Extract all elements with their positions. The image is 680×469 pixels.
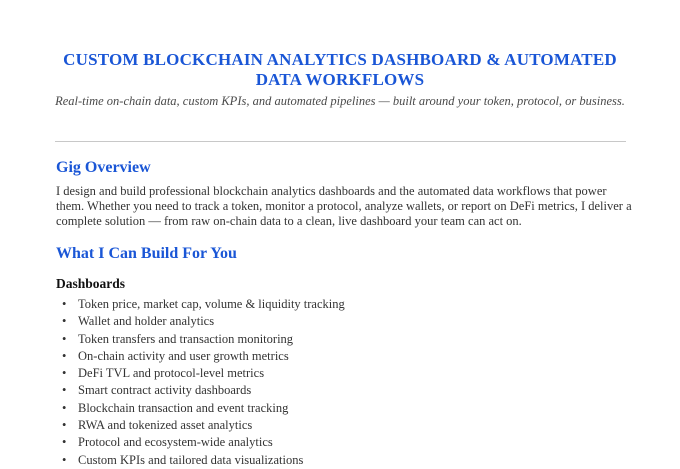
overview-paragraph: I design and build professional blockchain analytics dashboards and the automated data workflows that power them. Whether you need to track a token, monitor a protocol, analyze wallets, or report on DeFi metrics, I deliver a complete solution — from raw on-chain data to a clean, live dashboard your team can act on.: [56, 184, 632, 228]
bullet-icon: •: [62, 366, 67, 381]
list-item: [56, 400, 345, 417]
dashboards-list: [56, 296, 345, 469]
list-item-text: Custom KPIs and tailored data visualizations: [78, 452, 304, 467]
list-item: [56, 452, 345, 469]
list-item: [56, 296, 345, 313]
list-item: [56, 313, 345, 330]
document-title: CUSTOM BLOCKCHAIN ANALYTICS DASHBOARD & AUTOMATED DATA WORKFLOWS: [63, 50, 617, 89]
list-item: [56, 365, 345, 382]
document-subtitle: Real-time on-chain data, custom KPIs, and automated pipelines — built around your token, protocol, or business.: [55, 94, 625, 108]
list-item-text: DeFi TVL and protocol-level metrics: [78, 366, 265, 381]
list-item: [56, 382, 345, 399]
bullet-icon: •: [62, 400, 67, 415]
list-item-text: Smart contract activity dashboards: [78, 383, 252, 398]
list-item-text: Wallet and holder analytics: [78, 314, 215, 329]
bullet-icon: •: [62, 331, 67, 346]
section-heading-overview: Gig Overview: [56, 159, 151, 176]
section-heading-build: What I Can Build For You: [56, 245, 237, 262]
bullet-icon: •: [62, 348, 67, 363]
bullet-icon: •: [62, 383, 67, 398]
list-item-text: RWA and tokenized asset analytics: [78, 418, 253, 433]
bullet-icon: •: [62, 452, 67, 467]
list-item-text: Protocol and ecosystem-wide analytics: [78, 435, 273, 450]
list-item: [56, 348, 345, 365]
list-item-text: Token price, market cap, volume & liquidity tracking: [78, 297, 345, 311]
list-item: [56, 434, 345, 451]
subheading-dashboards: Dashboards: [56, 276, 126, 291]
bullet-icon: •: [62, 435, 67, 450]
list-item-text: Blockchain transaction and event tracking: [78, 400, 289, 415]
list-item-text: On-chain activity and user growth metrics: [78, 348, 289, 363]
list-item-text: Token transfers and transaction monitoring: [78, 331, 294, 346]
list-item: [56, 331, 345, 348]
list-item: [56, 417, 345, 434]
bullet-icon: •: [62, 297, 67, 311]
horizontal-divider: [55, 141, 626, 142]
bullet-icon: •: [62, 418, 67, 433]
bullet-icon: •: [62, 314, 67, 329]
